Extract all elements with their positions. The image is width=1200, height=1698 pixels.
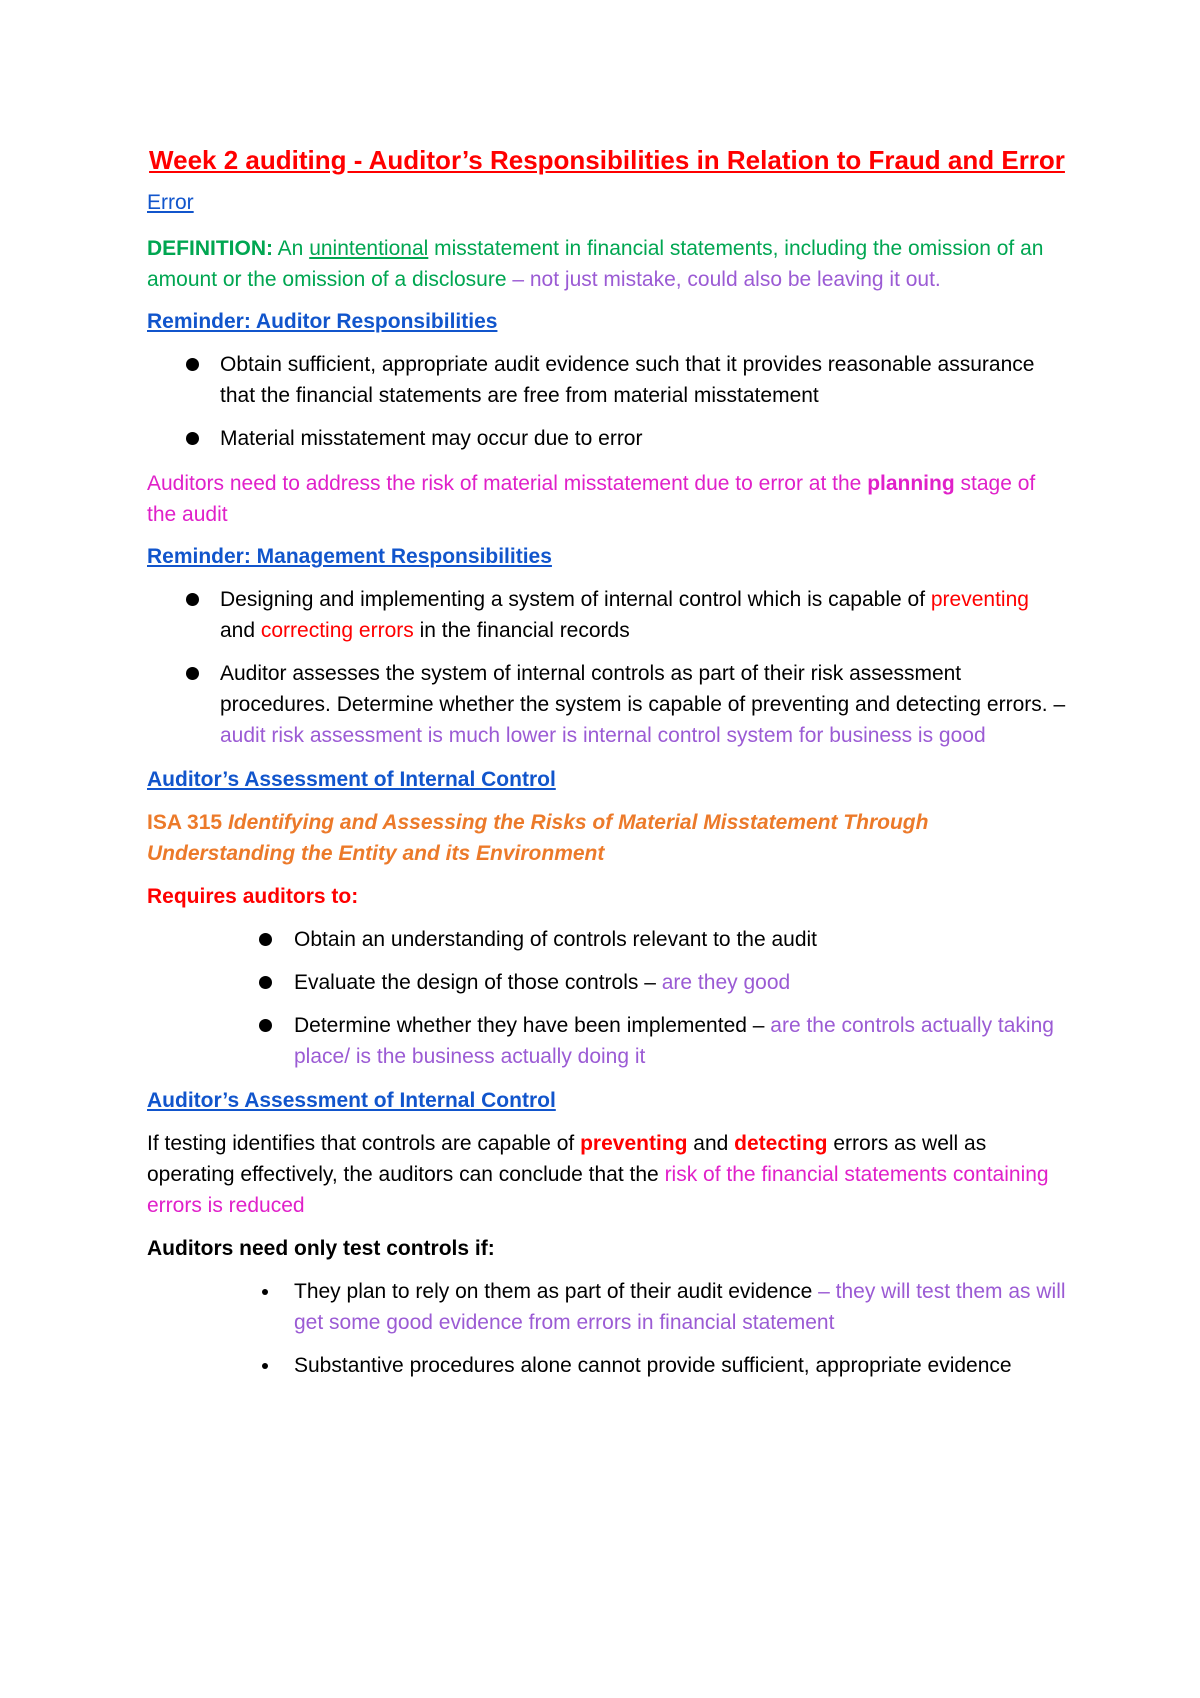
definition-underlined: unintentional bbox=[309, 237, 429, 260]
assessment2-heading: Auditor’s Assessment of Internal Control bbox=[147, 1089, 556, 1112]
only-test-bullet1-text: They plan to rely on them as part of their audit evidence bbox=[294, 1280, 819, 1303]
list-item-text: Obtain sufficient, appropriate audit evidence such that it provides reasonable assurance that the financial statements are free from material misstatement bbox=[220, 353, 1035, 407]
bullet-icon bbox=[259, 976, 272, 989]
planning-pre: Auditors need to address the risk of material misstatement due to error at the bbox=[147, 472, 868, 495]
mgmt-bullet1-red2: correcting errors bbox=[260, 619, 414, 642]
requires-bullet1: Obtain an understanding of controls relevant to the audit bbox=[294, 928, 818, 951]
assessment1-heading: Auditor’s Assessment of Internal Control bbox=[147, 768, 556, 791]
requires-list bbox=[147, 924, 1067, 1072]
planning-post: stage of the audit bbox=[147, 472, 1036, 526]
mgmt-resp-heading: Reminder: Management Responsibilities bbox=[147, 545, 552, 568]
isa-number: ISA 315 bbox=[147, 811, 228, 834]
only-test-label: Auditors need only test controls if: bbox=[147, 1237, 495, 1260]
requires-bullet2-text: Evaluate the design of those controls – bbox=[294, 971, 662, 994]
requires-bullet3-note: are the controls actually taking place/ is the business actually doing it bbox=[294, 1014, 1054, 1068]
planning-note bbox=[147, 468, 1067, 530]
list-item bbox=[147, 1010, 1067, 1072]
definition-label: DEFINITION: bbox=[147, 237, 273, 260]
only-test-list bbox=[147, 1276, 1067, 1381]
auditor-resp-list bbox=[147, 349, 1067, 454]
mgmt-bullet2-text: Auditor assesses the system of internal controls as part of their risk assessment procedures. Determine whether the system is capable of preventing and detecting errors. – bbox=[220, 662, 1066, 716]
bullet-icon bbox=[186, 358, 199, 371]
list-item bbox=[147, 423, 1067, 454]
list-item bbox=[147, 349, 1067, 411]
requires-label: Requires auditors to: bbox=[147, 885, 359, 908]
requires-bullet3-text: Determine whether they have been implemented – bbox=[294, 1014, 771, 1037]
mgmt-resp-list bbox=[147, 584, 1067, 751]
bullet-icon bbox=[259, 1019, 272, 1032]
requires-bullet2-note: are they good bbox=[661, 971, 791, 994]
list-item bbox=[147, 924, 1067, 955]
bullet-icon bbox=[186, 432, 199, 445]
definition-paragraph bbox=[147, 233, 1067, 295]
list-item-text: Material misstatement may occur due to error bbox=[220, 427, 643, 450]
auditor-resp-heading: Reminder: Auditor Responsibilities bbox=[147, 310, 498, 333]
list-item bbox=[147, 584, 1067, 646]
only-test-bullet2: Substantive procedures alone cannot provide sufficient, appropriate evidence bbox=[294, 1354, 1012, 1377]
testing-red1: preventing bbox=[580, 1132, 688, 1155]
testing-paragraph bbox=[147, 1128, 1067, 1221]
definition-pre: An bbox=[273, 237, 310, 260]
planning-bold: planning bbox=[867, 472, 955, 495]
isa-315-paragraph bbox=[147, 807, 1067, 869]
testing-b: and bbox=[687, 1132, 735, 1155]
list-item bbox=[147, 967, 1067, 998]
mgmt-bullet2-note: audit risk assessment is much lower is internal control system for business is good bbox=[220, 724, 986, 747]
bullet-icon bbox=[186, 667, 199, 680]
bullet-icon bbox=[262, 1289, 268, 1295]
document-body bbox=[147, 142, 1067, 1381]
isa-title: Identifying and Assessing the Risks of Material Misstatement Through Understanding the Entity and its Environment bbox=[147, 811, 929, 865]
testing-a: If testing identifies that controls are capable of bbox=[147, 1132, 581, 1155]
mgmt-bullet1-red1: preventing bbox=[930, 588, 1029, 611]
testing-c: errors as well as operating effectively, the auditors can conclude that the bbox=[147, 1132, 987, 1186]
mgmt-bullet1-c: in the financial records bbox=[413, 619, 630, 642]
bullet-icon bbox=[262, 1363, 268, 1369]
definition-post: misstatement in financial statements, including the omission of an amount or the omission of a disclosure bbox=[147, 237, 1044, 291]
only-test-bullet1-note: – they will test them as will get some good evidence from errors in financial statement bbox=[294, 1280, 1066, 1334]
list-item bbox=[147, 1350, 1067, 1381]
testing-red2: detecting bbox=[734, 1132, 828, 1155]
bullet-icon bbox=[186, 593, 199, 606]
definition-note: – not just mistake, could also be leaving it out. bbox=[512, 268, 941, 291]
mgmt-bullet1-a: Designing and implementing a system of internal control which is capable of bbox=[220, 588, 931, 611]
mgmt-bullet1-b: and bbox=[220, 619, 261, 642]
bullet-icon bbox=[259, 933, 272, 946]
error-heading: Error bbox=[147, 191, 194, 214]
list-item bbox=[147, 1276, 1067, 1338]
page-title: Week 2 auditing - Auditor’s Responsibilities in Relation to Fraud and Error bbox=[149, 145, 1065, 175]
testing-note: risk of the financial statements containing errors is reduced bbox=[147, 1163, 1049, 1217]
list-item bbox=[147, 658, 1067, 751]
